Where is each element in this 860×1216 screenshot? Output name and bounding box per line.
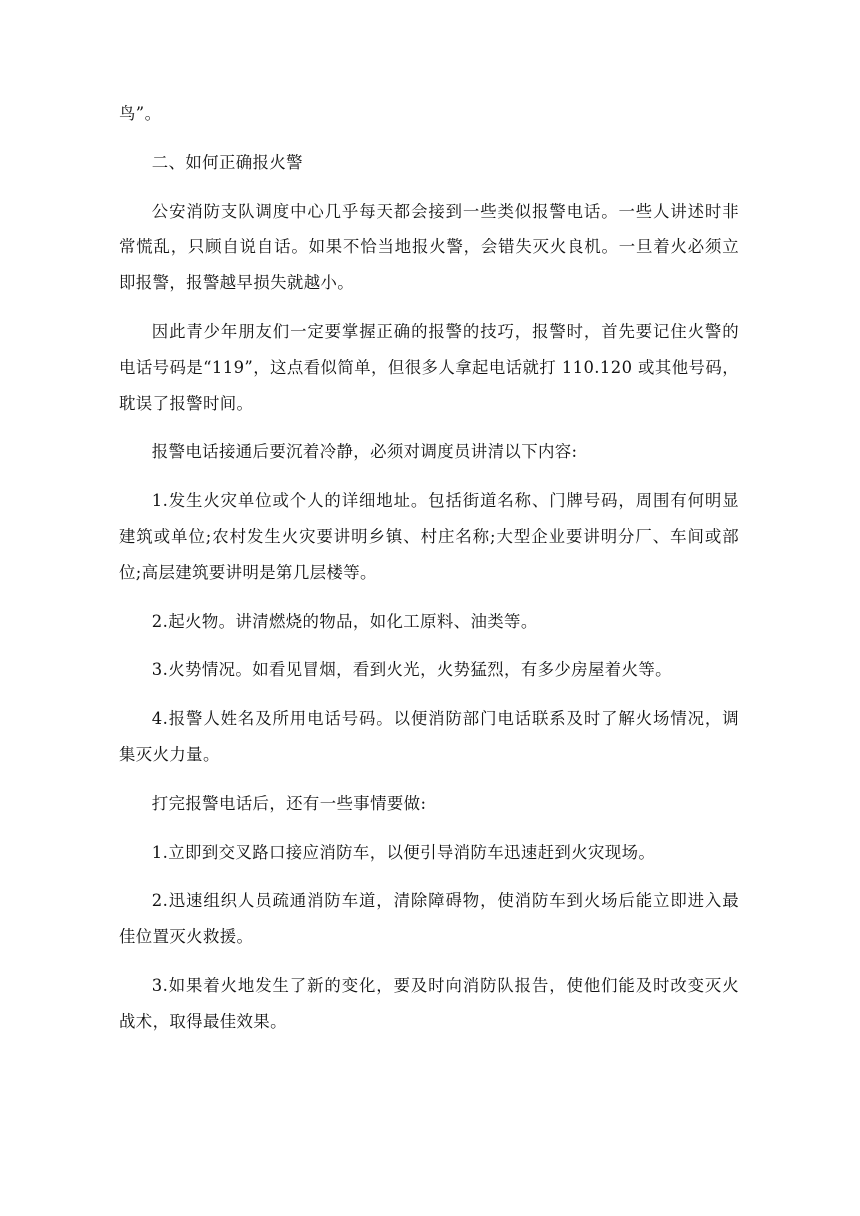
list-item-burning-material: 2.起火物。讲清燃烧的物品，如化工原料、油类等。	[151, 611, 538, 631]
paragraph-gap	[119, 132, 739, 145]
paragraph-fire-number: 因此青少年朋友们一定要掌握正确的报警的技巧，报警时，首先要记住火警的电话号码是“119”，这点看似简单，但很多人拿起电话就打 110.120 或其他号码，耽误了报警时间。	[119, 321, 739, 413]
paragraph-gap	[119, 470, 739, 483]
paragraph-intro: 公安消防支队调度中心几乎每天都会接到一些类似报警电话。一些人讲述时非常慌乱，只顾自说自话。如果不恰当地报火警，会错失灭火良机。一旦着火必须立即报警，报警越早损失就越小。	[119, 201, 739, 293]
document-body	[119, 96, 739, 1040]
paragraph-gap	[119, 639, 739, 652]
paragraph-continuation: 鸟”。	[119, 104, 162, 123]
paragraph-gap	[119, 773, 739, 786]
paragraph-gap	[119, 421, 739, 434]
list-item-clear-lane: 2.迅速组织人员疏通消防车道，清除障碍物，使消防车到火场后能立即进入最佳位置灭火救援。	[119, 891, 739, 947]
section-heading: 二、如何正确报火警	[151, 152, 303, 172]
paragraph-gap	[119, 301, 739, 314]
paragraph-gap	[119, 955, 739, 968]
paragraph-gap	[119, 870, 739, 883]
paragraph-call-instructions: 报警电话接通后要沉着冷静，必须对调度员讲清以下内容:	[151, 442, 578, 462]
paragraph-gap	[119, 591, 739, 604]
list-item-report-changes: 3.如果着火地发生了新的变化，要及时向消防队报告，使他们能及时改变灭火战术，取得最佳效果。	[119, 975, 739, 1031]
list-item-fire-situation: 3.火势情况。如看见冒烟，看到火光，火势猛烈，有多少房屋着火等。	[151, 660, 672, 680]
list-item-address: 1.发生火灾单位或个人的详细地址。包括街道名称、门牌号码，周围有何明显建筑或单位;农村发生火灾要讲明乡镇、村庄名称;大型企业要讲明分厂、车间或部位;高层建筑要讲明是第几层楼等。	[119, 491, 739, 582]
list-item-meet-firetruck: 1.立即到交叉路口接应消防车，以便引导消防车迅速赶到火灾现场。	[151, 842, 656, 862]
paragraph-gap	[119, 181, 739, 194]
paragraph-gap	[119, 822, 739, 835]
list-item-reporter-info: 4.报警人姓名及所用电话号码。以便消防部门电话联系及时了解火场情况，调集灭火力量。	[119, 709, 739, 764]
paragraph-after-call: 打完报警电话后，还有一些事情要做:	[151, 793, 427, 813]
paragraph-gap	[119, 688, 739, 701]
